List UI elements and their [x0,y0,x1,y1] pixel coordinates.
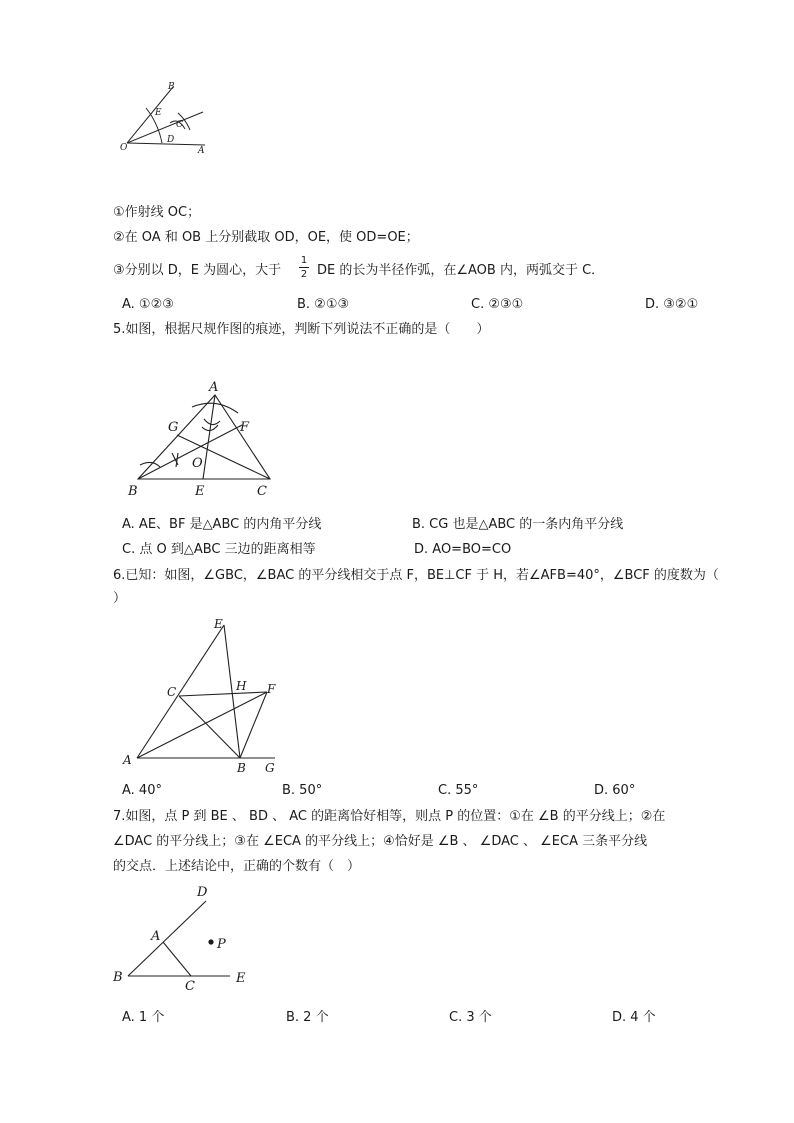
fig7-label-B: B [113,970,123,985]
fig7-label-P: P [217,937,226,952]
q4-fraction-half [299,255,309,280]
fig6-label-B: B [237,761,246,775]
q6-option-c: C. 55° [438,783,479,798]
fig6-label-G: G [265,761,275,775]
q4-step-2: ②在 OA 和 OB 上分别截取 OD，OE，使 OD=OE； [113,230,419,245]
point-p-dot [208,939,213,944]
q4-option-a: A. ①②③ [122,297,174,312]
fig5-label-F: F [240,420,250,435]
fig6-label-H: H [236,679,247,693]
q7-question-line-1: 7.如图，点 P 到 BE 、 BD 、 AC 的距离恰好相等，则点 P 的位置：①在 ∠B 的平分线上；②在 [113,809,666,824]
fig4-label-A: A [198,146,205,156]
fig5-label-B: B [128,484,138,499]
q4-option-b: B. ②①③ [297,297,350,312]
q6-question-line-1: 6.已知：如图，∠GBC，∠BAC 的平分线相交于点 F，BE⊥CF 于 H，若∠AFB=40°，∠BCF 的度数为（ [113,568,719,583]
fig5-label-G: G [168,420,179,435]
q7-option-c: C. 3 个 [449,1010,492,1025]
q6-option-d: D. 60° [594,783,636,798]
q5-question: 5.如图，根据尺规作图的痕迹，判断下列说法不正确的是（ ） [113,322,490,337]
figure-point-p-equidistant [105,880,265,995]
q7-question-line-3: 的交点．上述结论中，正确的个数有（ ） [113,859,361,874]
q4-step-3-end: DE 的长为半径作弧，在∠AOB 内，两弧交于 C． [317,263,605,278]
fig5-label-C: C [257,484,267,499]
fig4-label-C: C [176,120,183,130]
fig5-label-A: A [209,380,219,395]
figure-triangle-abc-bisectors [120,375,290,505]
figure-angle-bisector-construction [110,75,220,160]
fraction-numerator: 1 [300,255,308,266]
q4-option-d: D. ③②① [645,297,699,312]
q5-option-a: A. AE、BF 是△ABC 的内角平分线 [122,517,322,532]
q5-option-b: B. CG 也是△ABC 的一条内角平分线 [412,517,624,532]
q5-option-d: D. AO=BO=CO [414,542,512,557]
fig6-label-C: C [167,685,177,699]
q7-option-b: B. 2 个 [286,1010,329,1025]
fig7-label-C: C [185,979,195,994]
q5-option-c: C. 点 O 到△ABC 三边的距离相等 [122,542,316,557]
q4-step-1: ①作射线 OC； [113,205,201,220]
fig4-label-B: B [168,82,175,92]
q7-question-line-2: ∠DAC 的平分线上；③在 ∠ECA 的平分线上；④恰好是 ∠B 、 ∠DAC 、 ∠ECA 三条平分线 [113,834,648,849]
q6-option-b: B. 50° [282,783,323,798]
fraction-denominator: 2 [300,269,308,280]
q7-option-d: D. 4 个 [612,1010,656,1025]
fig4-label-D: D [167,135,175,145]
fig6-label-A: A [123,753,132,767]
q4-option-c: C. ②③① [471,297,524,312]
q7-option-a: A. 1 个 [122,1010,165,1025]
fig4-label-E: E [155,108,162,118]
fig7-label-D: D [197,885,208,900]
q6-option-a: A. 40° [122,783,162,798]
fig5-label-O: O [192,456,203,471]
figure-bisectors-intersection-f [115,612,295,777]
fig4-label-O: O [120,143,128,153]
fig7-label-E: E [236,971,246,986]
fig7-label-A: A [151,929,161,944]
fraction-bar [299,267,309,268]
fig6-label-E: E [214,617,223,631]
q6-question-line-2: ） [113,591,127,606]
q4-step-3-start: ③分别以 D，E 为圆心，大于 [113,263,282,278]
fig5-label-E: E [195,484,205,499]
fig6-label-F: F [267,682,276,696]
